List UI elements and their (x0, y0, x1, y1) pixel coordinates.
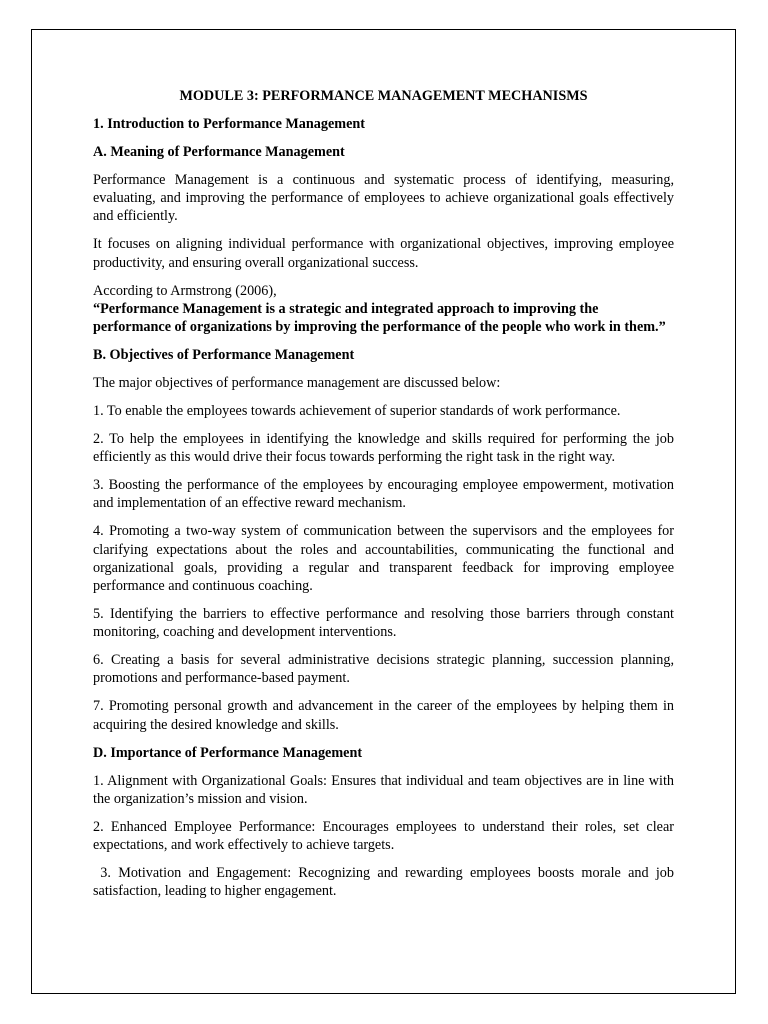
section-heading-introduction: 1. Introduction to Performance Management (93, 116, 366, 132)
importance-item: 3. Motivation and Engagement: Recognizing and rewarding employees boosts morale and job satisfaction, leading to higher engagement. (93, 865, 678, 900)
objective-item: 2. To help the employees in identifying the knowledge and skills required for performing the job efficiently as this would drive their focus towards performing the right task in the right way. (93, 431, 674, 466)
subsection-heading-meaning: A. Meaning of Performance Management (93, 144, 345, 160)
objective-item: 6. Creating a basis for several administrative decisions strategic planning, succession planning, promotions and performance-based payment. (93, 652, 674, 687)
objective-item: 3. Boosting the performance of the employees by encouraging employee empowerment, motivation and implementation of an effective reward mechanism. (93, 477, 674, 512)
document-body (93, 87, 678, 910)
importance-item: 1. Alignment with Organizational Goals: Ensures that individual and team objectives are in line with the organization’s mission and vision. (93, 772, 674, 807)
document-title: MODULE 3: PERFORMANCE MANAGEMENT MECHANISMS (179, 88, 588, 104)
subsection-heading-objectives: B. Objectives of Performance Management (93, 347, 355, 364)
meaning-paragraph: Performance Management is a continuous and systematic process of identifying, measuring, evaluating, and improving the performance of employees to achieve organizational goals effectively and efficiently. (93, 172, 674, 225)
objective-item: 4. Promoting a two-way system of communication between the supervisors and the employees for clarifying expectations about the roles and accountabilities, communicating the functional and organizational goals, providing a regular and transparent feedback for improving employee performance and continuous coaching. (93, 523, 674, 595)
quote-attribution: According to Armstrong (2006), (93, 282, 277, 299)
subsection-heading-importance: D. Importance of Performance Management (93, 744, 363, 761)
importance-item: 2. Enhanced Employee Performance: Encourages employees to understand their roles, set clear expectations, and work effectively to achieve targets. (93, 818, 674, 854)
objective-item: 7. Promoting personal growth and advancement in the career of the employees by helping them in acquiring the desired knowledge and skills. (93, 698, 674, 733)
objectives-intro: The major objectives of performance management are discussed below: (93, 375, 501, 392)
objective-item: 5. Identifying the barriers to effective performance and resolving those barriers through constant monitoring, coaching and development interventions. (93, 606, 674, 641)
objective-item: 1. To enable the employees towards achievement of superior standards of work performance. (93, 403, 621, 420)
armstrong-quote: “Performance Management is a strategic and integrated approach to improving the performance of organizations by improving the performance of the people who work in them.” (93, 300, 666, 336)
focus-paragraph: It focuses on aligning individual performance with organizational objectives, improving employee productivity, and ensuring overall organizational success. (93, 236, 674, 271)
